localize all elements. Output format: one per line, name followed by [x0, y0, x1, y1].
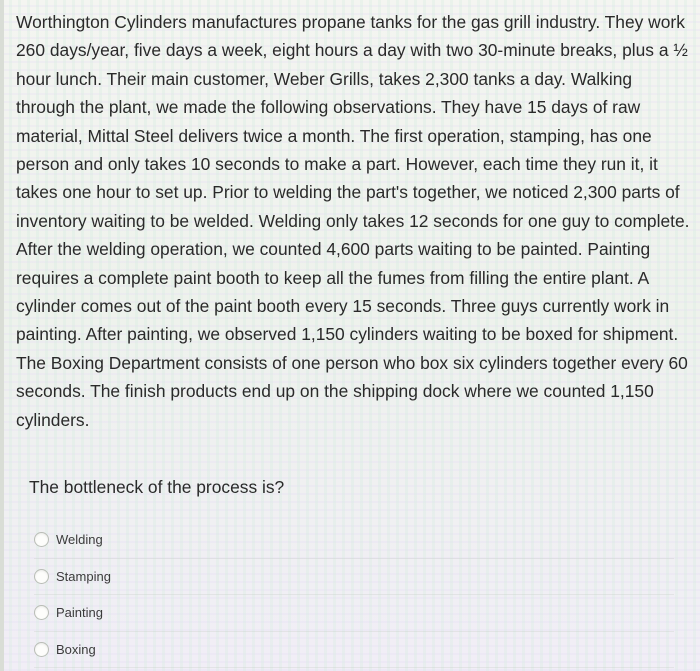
option-label: Boxing [56, 641, 96, 657]
option-label: Painting [56, 605, 103, 621]
question-text: The bottleneck of the process is? [29, 477, 285, 497]
radio-button[interactable] [34, 642, 49, 657]
question-prompt: Worthington Cylinders manufactures propane tanks for the gas grill industry. They work 260 days/year, five days a week, eight hours a day with two 30-minute breaks, plus a ½ hour lunch. Their main customer, Weber Grills, takes 2,300 tanks a day. Walking through the plant, we made the following observations. They have 15 days of raw material, Mittal Steel delivers twice a month. The first operation, stamping, has one person and only takes 10 seconds to make a part. However, each time they run it, it takes one hour to set up. Prior to welding the part's together, we noticed 2,300 parts of inventory waiting to be welded. Welding only takes 12 seconds for one guy to complete. After the welding operation, we counted 4,600 parts waiting to be painted. Painting requires a complete paint booth to keep all the fumes from filling the entire plant. A cylinder comes out of the paint booth every 15 seconds. Three guys currently work in painting. After painting, we observed 1,150 cylinders waiting to be boxed for shipment. The Boxing Department consists of one person who box six cylinders together every 60 seconds. The finish products end up on the shipping dock where we counted 1,150 cylinders. [16, 12, 690, 430]
option-label: Welding [56, 532, 103, 548]
option-painting[interactable] [34, 595, 674, 632]
option-stamping[interactable] [34, 559, 674, 596]
left-border [0, 0, 4, 671]
radio-button[interactable] [34, 532, 49, 547]
radio-button[interactable] [34, 569, 49, 584]
option-boxing[interactable] [34, 632, 674, 669]
option-label: Stamping [56, 568, 111, 584]
option-welding[interactable] [34, 522, 674, 559]
radio-button[interactable] [34, 605, 49, 620]
answer-options [34, 522, 674, 668]
